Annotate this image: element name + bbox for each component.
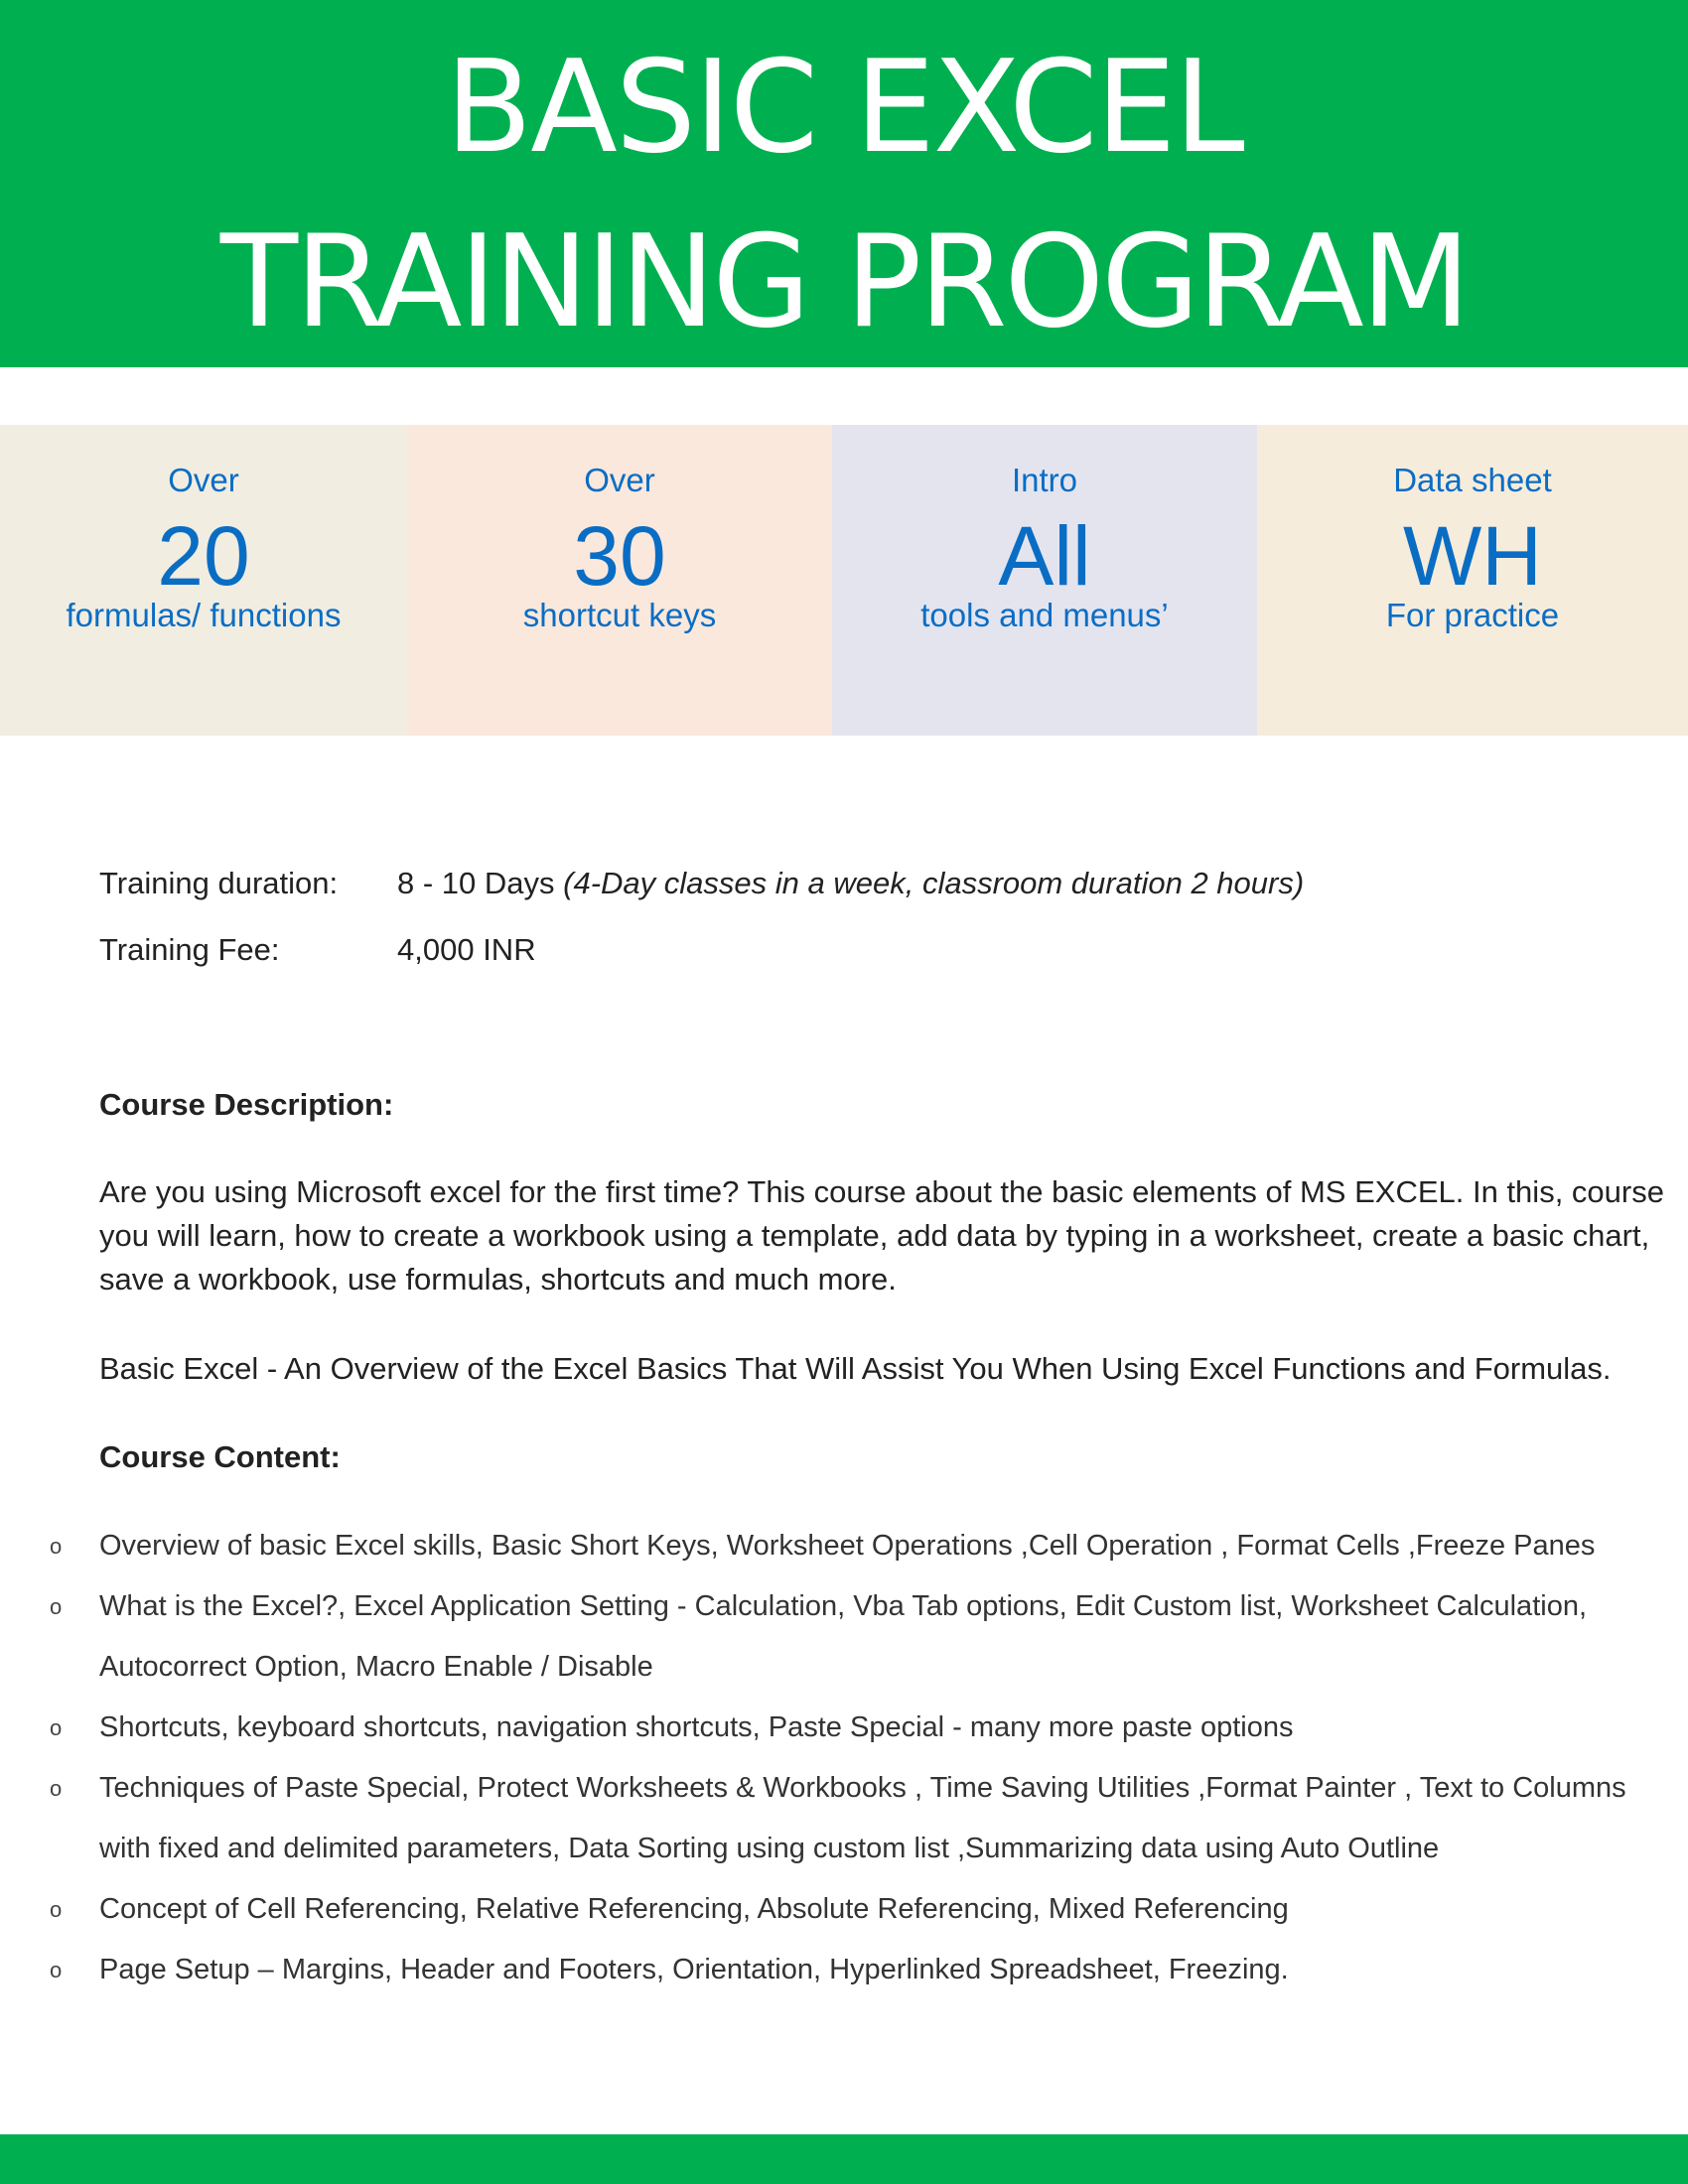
stat-bottom-label: formulas/ functions <box>66 597 342 633</box>
duration-row <box>99 862 1589 905</box>
list-item <box>0 1758 1688 1879</box>
course-overview-paragraph: Basic Excel - An Overview of the Excel Basics That Will Assist You When Using Excel Functions and Formulas. <box>99 1351 1612 1386</box>
list-item <box>0 1698 1688 1758</box>
title-line-2: TRAINING PROGRAM <box>219 208 1469 356</box>
footer-bar <box>0 2134 1688 2184</box>
course-content-heading: Course Content: <box>99 1439 341 1474</box>
bullet-marker: o <box>50 1594 63 1619</box>
bullet-marker: o <box>50 1715 63 1740</box>
title-banner <box>0 0 1688 367</box>
stat-top-label: Over <box>584 462 655 498</box>
list-item-text: Techniques of Paste Special, Protect Worksheets & Workbooks , Time Saving Utilities ,Format Painter , Text to Columns with fixed and delimited parameters, Data Sorting using custom list ,Summarizing data using Auto Outline <box>99 1772 1626 1864</box>
list-item <box>0 1516 1688 1576</box>
list-item-text: What is the Excel?, Excel Application Setting - Calculation, Vba Tab options, Edit Custom list, Worksheet Calculation, Autocorrect Option, Macro Enable / Disable <box>99 1590 1588 1683</box>
duration-value: 8 - 10 Days <box>397 866 555 900</box>
title-line-1: BASIC EXCEL <box>445 34 1243 182</box>
list-item <box>0 1576 1688 1698</box>
fee-value: 4,000 INR <box>397 932 536 967</box>
fee-row <box>99 928 1589 972</box>
stat-top-label: Over <box>168 462 239 498</box>
bullet-marker: o <box>50 1958 63 1982</box>
bullet-marker: o <box>50 1897 63 1922</box>
bullet-marker: o <box>50 1534 63 1559</box>
bullet-marker: o <box>50 1776 63 1801</box>
stats-strip <box>0 425 1688 736</box>
duration-note: (4-Day classes in a week, classroom duration 2 hours) <box>563 866 1305 900</box>
course-description-paragraph: Are you using Microsoft excel for the first time? This course about the basic elements of MS EXCEL. In this, course you will learn, how to create a workbook using a template, add data by typing in a worksheet, create a basic chart, save a workbook, use formulas, shortcuts and much more. <box>99 1174 1664 1297</box>
course-description-heading: Course Description: <box>99 1087 394 1122</box>
stat-bottom-label: shortcut keys <box>522 597 717 633</box>
stat-value: 30 <box>573 509 666 603</box>
duration-label: Training duration: <box>99 866 339 900</box>
stat-value: WH <box>1403 509 1542 603</box>
stat-tools <box>832 425 1257 736</box>
stat-value: 20 <box>157 509 250 603</box>
list-item <box>0 1879 1688 1940</box>
stat-formulas <box>0 425 407 736</box>
list-item-text: Concept of Cell Referencing, Relative Referencing, Absolute Referencing, Mixed Referencing <box>99 1893 1289 1925</box>
stat-data-sheet <box>1257 425 1688 736</box>
stat-bottom-label: tools and menus’ <box>920 597 1169 633</box>
list-item <box>0 1940 1688 2000</box>
fee-label: Training Fee: <box>99 932 280 967</box>
stat-bottom-label: For practice <box>1385 597 1560 633</box>
stat-value: All <box>998 509 1091 603</box>
stat-top-label: Intro <box>1011 462 1078 498</box>
list-item-text: Overview of basic Excel skills, Basic Short Keys, Worksheet Operations ,Cell Operation , Format Cells ,Freeze Panes <box>99 1530 1596 1562</box>
stat-top-label: Data sheet <box>1393 462 1552 498</box>
stat-shortcuts <box>407 425 832 736</box>
course-content-list <box>0 1516 1688 2000</box>
duration-value-group <box>397 862 1304 905</box>
list-item-text: Shortcuts, keyboard shortcuts, navigation shortcuts, Paste Special - many more paste options <box>99 1711 1294 1743</box>
list-item-text: Page Setup – Margins, Header and Footers, Orientation, Hyperlinked Spreadsheet, Freezing. <box>99 1954 1289 1985</box>
